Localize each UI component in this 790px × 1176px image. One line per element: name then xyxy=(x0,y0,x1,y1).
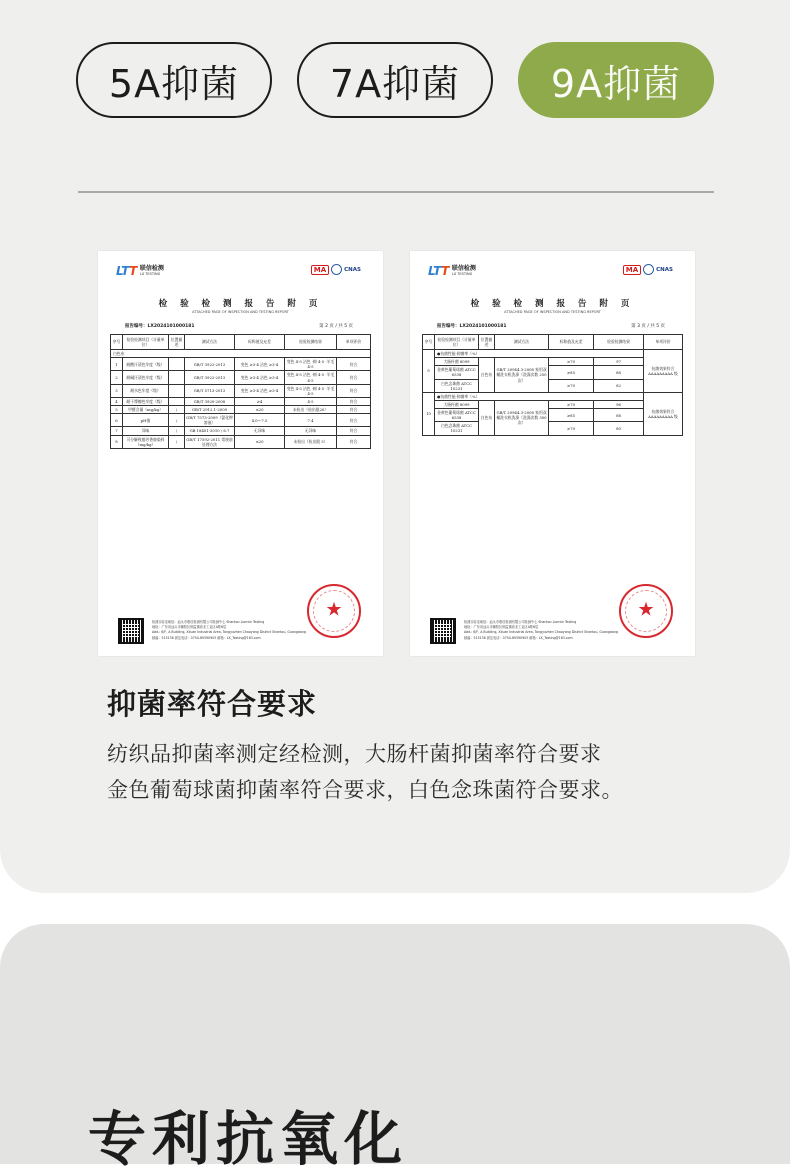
cell-result: 变色 4-5 沾色 ·棉 4-5 ·羊毛 4-5 xyxy=(285,371,337,384)
cell-spec: ≥4 xyxy=(235,397,285,405)
certification-marks xyxy=(311,264,361,275)
cell-eval: 符合 xyxy=(337,406,371,414)
report-footer xyxy=(118,598,363,646)
cell-no: 8 xyxy=(111,435,123,448)
cell-method: GB/T 5713-2013 xyxy=(185,384,235,397)
col-header: 单项评价 xyxy=(337,335,371,350)
report-number: 报告编号：LX2024101000181 xyxy=(437,324,507,329)
cell-item: 耐干摩擦色牢度（级） xyxy=(123,397,169,405)
logo-en: LX TESTING xyxy=(139,271,161,276)
report-subtitle: ATTACHED PAGE OF INSPECTION AND TESTING REPORT xyxy=(504,310,601,314)
cell-eval: 符合 xyxy=(337,414,371,427)
cell-result: 未检出（检出限20） xyxy=(285,406,337,414)
col-header: 位置描述 xyxy=(169,335,185,350)
cell-spec: ≥70 xyxy=(549,358,594,366)
cell-item: 白色念珠菌 ATCC 10231 xyxy=(435,379,479,392)
cell-no: 1 xyxy=(111,358,123,371)
cell-result: 96 xyxy=(594,400,644,408)
cell-spec: ≤20 xyxy=(235,406,285,414)
official-seal-icon xyxy=(307,584,361,638)
logo-cn: 联信检测 xyxy=(139,264,164,272)
seal-star-icon: ★ xyxy=(637,598,655,621)
cell-item: 耐水色牢度（级） xyxy=(123,384,169,397)
tab-5a[interactable]: 5A抑菌 xyxy=(76,42,272,118)
cell-pos: 白色布 xyxy=(479,358,495,393)
cell-spec: ≥70 xyxy=(549,379,594,392)
cell-eval: 符合 xyxy=(337,435,371,448)
table-row xyxy=(111,397,371,405)
cell-item: 可分解致癌芳香胺染料（mg/kg） xyxy=(123,435,169,448)
lxt-logo-icon: LTT xyxy=(428,264,449,278)
cell-method: GB/T 20944.3-2008 家用双桶洗衣机洗涤（洗涤次数 250 次） xyxy=(495,358,549,393)
cell-result: 88 xyxy=(594,409,644,422)
company-logo xyxy=(116,264,164,278)
col-header: 检验检测项目（计量单位） xyxy=(123,335,169,350)
lxt-logo-icon: LTT xyxy=(116,264,137,278)
cell-spec: ≥70 xyxy=(549,400,594,408)
cell-method: GB/T 3922-2013 xyxy=(185,358,235,371)
cell-eval: 符合 xyxy=(337,427,371,435)
col-header: 检验检测结果 xyxy=(285,335,337,350)
col-header: 测试方法 xyxy=(185,335,235,350)
cell-no: 7 xyxy=(111,427,123,435)
cell-result: 82 xyxy=(594,379,644,392)
cell-pos: / xyxy=(169,406,185,414)
report-page-2[interactable] xyxy=(98,251,383,656)
cell-result: 未检出（检出限 5） xyxy=(285,435,337,448)
group-label: ●抗菌性能-抑菌率（%） xyxy=(435,392,644,400)
tab-7a[interactable]: 7A抑菌 xyxy=(297,42,493,118)
cell-result: 7.4 xyxy=(285,414,337,427)
table-row xyxy=(111,414,371,427)
col-header: 测试方法 xyxy=(495,335,549,350)
cell-result: 变色 4-5 沾色 ·棉 4-5 ·羊毛 4-5 xyxy=(285,358,337,371)
cma-icon: MA xyxy=(311,265,329,275)
cell-item: 甲醛含量（mg/kg） xyxy=(123,406,169,414)
cell-method: GB/T 7573-2009（氯化钾溶液） xyxy=(186,415,233,426)
feature-desc-line: 金色葡萄球菌抑菌率符合要求，白色念珠菌符合要求。 xyxy=(107,778,623,802)
cell-pos: 白色布 xyxy=(479,400,495,435)
cell-no: 9 xyxy=(423,350,435,393)
footer-line: 检测实验室地址：汕头市联信检测有限公司检测中心 Shantou Lianxin Testing xyxy=(152,620,265,624)
cell-result: 88 xyxy=(594,366,644,379)
logo-cn: 联信检测 xyxy=(451,264,476,272)
next-section-title: 专利抗氧化 xyxy=(88,1105,409,1173)
cell-spec: ≤20 xyxy=(235,435,285,448)
cell-result: 97 xyxy=(594,358,644,366)
cell-no: 4 xyxy=(111,397,123,405)
report-title: 检 验 检 测 报 告 附 页 xyxy=(158,299,323,309)
certification-marks xyxy=(623,264,673,275)
footer-line: 邮编：515136 固定电话：0754-89390903 邮箱：LX_Testing@163.com xyxy=(464,635,573,640)
cell-eval: 符合 xyxy=(337,384,371,397)
report-number: 报告编号：LX2024101000181 xyxy=(125,324,195,329)
cell-pos xyxy=(169,358,185,371)
col-header: 标称值及允差 xyxy=(549,335,594,350)
table-row xyxy=(111,406,371,414)
cell-spec: ≥85 xyxy=(549,409,594,422)
cell-pos xyxy=(169,371,185,384)
seal-star-icon: ★ xyxy=(325,598,343,621)
cell-no: 3 xyxy=(111,384,123,397)
ilac-icon xyxy=(331,264,342,275)
feature-title: 抑菌率符合要求 xyxy=(107,687,318,721)
report-footer xyxy=(430,598,675,646)
table-row xyxy=(111,371,371,384)
cell-spec: 4.0～7.5 xyxy=(235,414,285,427)
report-subtitle: ATTACHED PAGE OF INSPECTION AND TESTING REPORT xyxy=(192,310,289,314)
qr-code-icon xyxy=(118,618,144,644)
col-header: 序号 xyxy=(111,335,123,350)
page-number: 第 3 页 / 共 5 页 xyxy=(631,324,665,329)
cell-result: 4-5 xyxy=(285,397,337,405)
cell-item: pH值 xyxy=(123,414,169,427)
report-title: 检 验 检 测 报 告 附 页 xyxy=(470,299,635,309)
footer-line: Add.: 6/F, A Building, Xiluan Industrial Area, Tongyuzhen Chaoyang District Shantou, Guangdong xyxy=(152,630,306,635)
col-header: 序号 xyxy=(423,335,435,350)
cell-result: 变色 4-5 沾色 ·棉 4-5 ·羊毛 4-5 xyxy=(285,384,337,397)
cell-item: 金黄色葡萄球菌 ATCC 6538 xyxy=(435,366,479,379)
cell-method: GB/T 17592-2011 常规前处理方法 xyxy=(186,436,233,447)
table-row xyxy=(111,358,371,371)
next-section-card xyxy=(0,924,790,1173)
cell-item: 异味 xyxy=(123,427,169,435)
cnas-icon: CNAS xyxy=(656,266,673,273)
cell-method: GB/T 20944.3-2008 家用双桶洗衣机洗涤（洗涤次数 300 次） xyxy=(495,400,549,435)
cell-item: 金黄色葡萄球菌 ATCC 6538 xyxy=(435,409,479,422)
ilac-icon xyxy=(643,264,654,275)
footer-line: 邮编：515136 固定电话：0754-89390903 邮箱：LX_Testing@163.com xyxy=(152,635,261,640)
col-header: 单项评价 xyxy=(644,335,683,350)
cma-icon: MA xyxy=(623,265,641,275)
footer-line: 地址：广东省汕头市潮阳区铜盂镇高北工业区A栋6层 xyxy=(464,625,539,630)
cell-spec: 变色 ≥3-4 沾色 ≥3-4 xyxy=(235,371,285,384)
antibacterial-table xyxy=(422,334,683,436)
feature-description xyxy=(107,736,707,808)
cell-spec: 变色 ≥3-4 沾色 ≥3-4 xyxy=(235,358,285,371)
cell-no: 6 xyxy=(111,414,123,427)
cell-pos xyxy=(169,384,185,397)
footer-line: 地址：广东省汕头市潮阳区铜盂镇高北工业区A栋6层 xyxy=(152,625,227,630)
cell-no: 10 xyxy=(423,392,435,435)
cell-eval: 抗菌效果符合 AAAAAAAAA 级 xyxy=(644,392,683,435)
col-header: 检验检测结果 xyxy=(594,335,644,350)
group-label: ●抗菌性能-抑菌率（%） xyxy=(435,350,644,358)
qr-code-icon xyxy=(430,618,456,644)
cell-spec: 变色 ≥3-4 沾色 ≥3-4 xyxy=(235,384,285,397)
col-header: 检验检测项目（计量单位） xyxy=(435,335,479,350)
cnas-icon: CNAS xyxy=(344,266,361,273)
table-row xyxy=(111,427,371,435)
cell-no: 2 xyxy=(111,371,123,384)
feature-desc-line: 纺织品抑菌率测定经检测，大肠杆菌抑菌率符合要求 xyxy=(107,742,602,766)
cell-result: 无异味 xyxy=(285,427,337,435)
official-seal-icon xyxy=(619,584,673,638)
page-number: 第 2 页 / 共 5 页 xyxy=(319,324,353,329)
tab-9a[interactable]: 9A抑菌 xyxy=(518,42,714,118)
table-row xyxy=(111,384,371,397)
footer-line: Add.: 6/F, A Building, Xiluan Industrial Area, Tongyuzhen Chaoyang District Shantou, Guangdong xyxy=(464,630,618,635)
cell-eval: 符合 xyxy=(337,397,371,405)
col-header: 位置描述 xyxy=(479,335,495,350)
cell-eval: 抗菌效果符合 AAAAAAAAA 级 xyxy=(644,350,683,393)
cell-item: 大肠杆菌 8099 xyxy=(435,400,479,408)
group-row: 白色布 xyxy=(111,350,371,358)
cell-item: 耐酸汗渍色牢度（级） xyxy=(123,358,169,371)
cell-pos: / xyxy=(169,427,185,435)
logo-en: LX TESTING xyxy=(451,271,473,276)
table-row xyxy=(111,435,371,448)
cell-eval: 符合 xyxy=(337,358,371,371)
report-page-3[interactable] xyxy=(410,251,695,656)
cell-eval: 符合 xyxy=(337,371,371,384)
divider xyxy=(78,191,714,193)
cell-method: GB 18401-2010 / 6.7 xyxy=(185,427,235,435)
group-row xyxy=(423,392,683,400)
cell-pos xyxy=(169,397,185,405)
cell-item: 大肠杆菌 8099 xyxy=(435,358,479,366)
group-row xyxy=(423,350,683,358)
cell-method: GB/T 3920-2008 xyxy=(185,397,235,405)
cell-result: 80 xyxy=(594,422,644,435)
cell-spec: ≥70 xyxy=(549,422,594,435)
results-table xyxy=(110,334,371,449)
cell-method: GB/T 2912.1-2009 xyxy=(185,406,235,414)
col-header: 标称值及允差 xyxy=(235,335,285,350)
company-logo xyxy=(428,264,476,278)
cell-no: 5 xyxy=(111,406,123,414)
cell-spec: ≥85 xyxy=(549,366,594,379)
cell-item: 白色念珠菌 ATCC 10231 xyxy=(435,422,479,435)
footer-line: 检测实验室地址：汕头市联信检测有限公司检测中心 Shantou Lianxin Testing xyxy=(464,620,577,624)
cell-pos: / xyxy=(169,435,185,448)
cell-spec: 无异味 xyxy=(235,427,285,435)
cell-pos: / xyxy=(169,414,185,427)
cell-method: GB/T 3922-2013 xyxy=(185,371,235,384)
cell-item: 耐碱汗渍色牢度（级） xyxy=(123,371,169,384)
